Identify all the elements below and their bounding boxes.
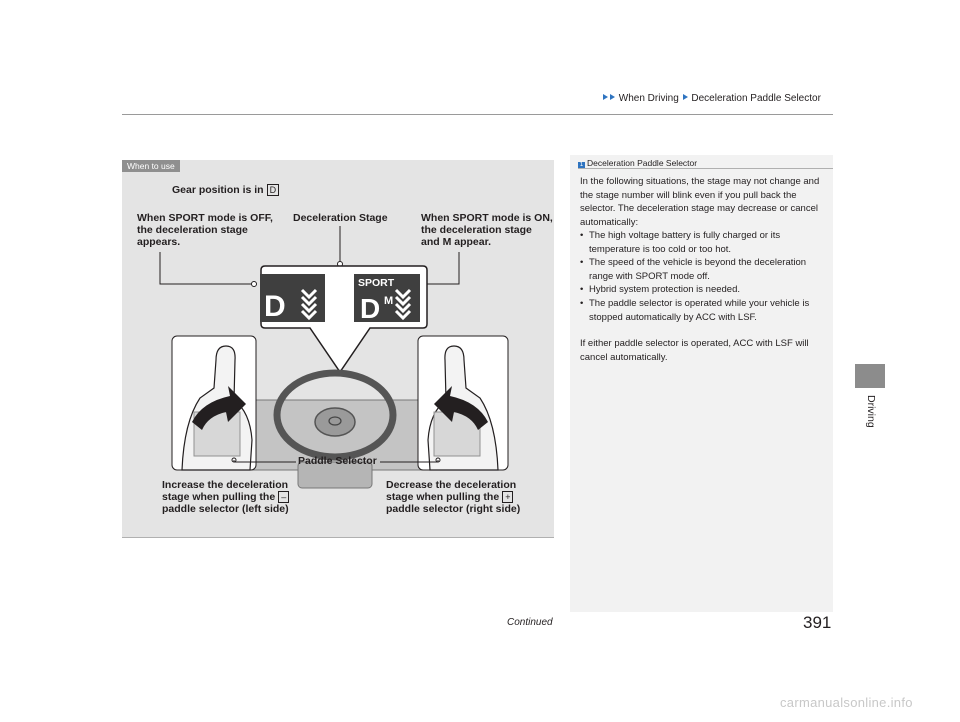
caption-line: paddle selector (left side) bbox=[162, 503, 289, 515]
sport-indicator: SPORT bbox=[358, 277, 395, 289]
list-item: • The speed of the vehicle is beyond the deceleration range with SPORT mode off. bbox=[580, 256, 830, 283]
continued-label: Continued bbox=[507, 617, 553, 628]
arrow-icon bbox=[603, 94, 608, 100]
caption-line bbox=[421, 236, 553, 248]
arrow-icon bbox=[610, 94, 615, 100]
right-paddle-caption bbox=[386, 479, 520, 515]
caption-text: stage when pulling the bbox=[162, 491, 276, 503]
sport-on-caption bbox=[421, 212, 553, 248]
minus-key-badge: – bbox=[278, 491, 289, 503]
list-item: • Hybrid system protection is needed. bbox=[580, 283, 830, 297]
gear-position-label bbox=[172, 184, 279, 196]
caption-line bbox=[162, 491, 289, 503]
left-paddle-caption bbox=[162, 479, 289, 515]
breadcrumb bbox=[602, 93, 821, 104]
steering-hub bbox=[315, 408, 355, 436]
caption-text: stage when pulling the bbox=[386, 491, 500, 503]
caption-line: appears. bbox=[137, 236, 181, 248]
note-intro: In the following situations, the stage may not change and the stage number will blink even if you pull back the selector. The deceleration stage may decrease or cancel automatically: bbox=[580, 176, 820, 228]
arrow-icon bbox=[683, 94, 688, 100]
sport-off-caption bbox=[137, 212, 273, 248]
note-title-text: Deceleration Paddle Selector bbox=[587, 158, 698, 168]
breadcrumb-section: When Driving bbox=[618, 93, 679, 104]
callout-dot bbox=[252, 282, 257, 287]
gear-letter: D bbox=[264, 290, 286, 323]
caption-line bbox=[386, 491, 520, 503]
gear-letter: D bbox=[360, 293, 381, 324]
plus-key-badge: + bbox=[502, 491, 513, 503]
caption-line: the deceleration stage bbox=[137, 224, 248, 236]
paddle-selector-label: Paddle Selector bbox=[298, 455, 377, 467]
panel-tab: When to use bbox=[122, 160, 180, 172]
reference-icon: 1 bbox=[579, 162, 584, 168]
note-closing: If either paddle selector is operated, ACC with LSF will cancel automatically. bbox=[580, 338, 809, 363]
list-item: • The high voltage battery is fully charged or its temperature is too cold or too hot. bbox=[580, 229, 830, 256]
caption-line: the deceleration stage bbox=[421, 224, 532, 236]
breadcrumb-topic: Deceleration Paddle Selector bbox=[691, 93, 821, 104]
callout-line bbox=[160, 252, 254, 284]
gear-position-text: Gear position is in bbox=[172, 184, 264, 196]
caption-word: and bbox=[421, 236, 440, 248]
caption-line: When SPORT mode is OFF, bbox=[137, 212, 273, 224]
deceleration-stage-label: Deceleration Stage bbox=[293, 212, 388, 224]
page-number: 391 bbox=[803, 613, 832, 632]
list-item: • The paddle selector is operated while your vehicle is stopped automatically by ACC with LSF. bbox=[580, 297, 830, 324]
gear-key-badge: D bbox=[267, 184, 280, 196]
caption-word: appear. bbox=[454, 236, 492, 248]
chapter-label: Driving bbox=[865, 395, 877, 428]
caption-line: paddle selector (right side) bbox=[386, 503, 521, 515]
caption-line: Decrease the deceleration bbox=[386, 479, 517, 491]
header-rule bbox=[122, 114, 833, 115]
caption-line: Increase the deceleration bbox=[162, 479, 289, 491]
caption-m: M bbox=[442, 236, 452, 248]
watermark: carmanualsonline.info bbox=[780, 695, 913, 710]
caption-line: When SPORT mode is ON, bbox=[421, 212, 553, 224]
note-bullets bbox=[580, 229, 830, 324]
note-divider bbox=[578, 168, 833, 169]
manual-indicator: M bbox=[384, 295, 394, 307]
chapter-tab bbox=[855, 364, 885, 388]
